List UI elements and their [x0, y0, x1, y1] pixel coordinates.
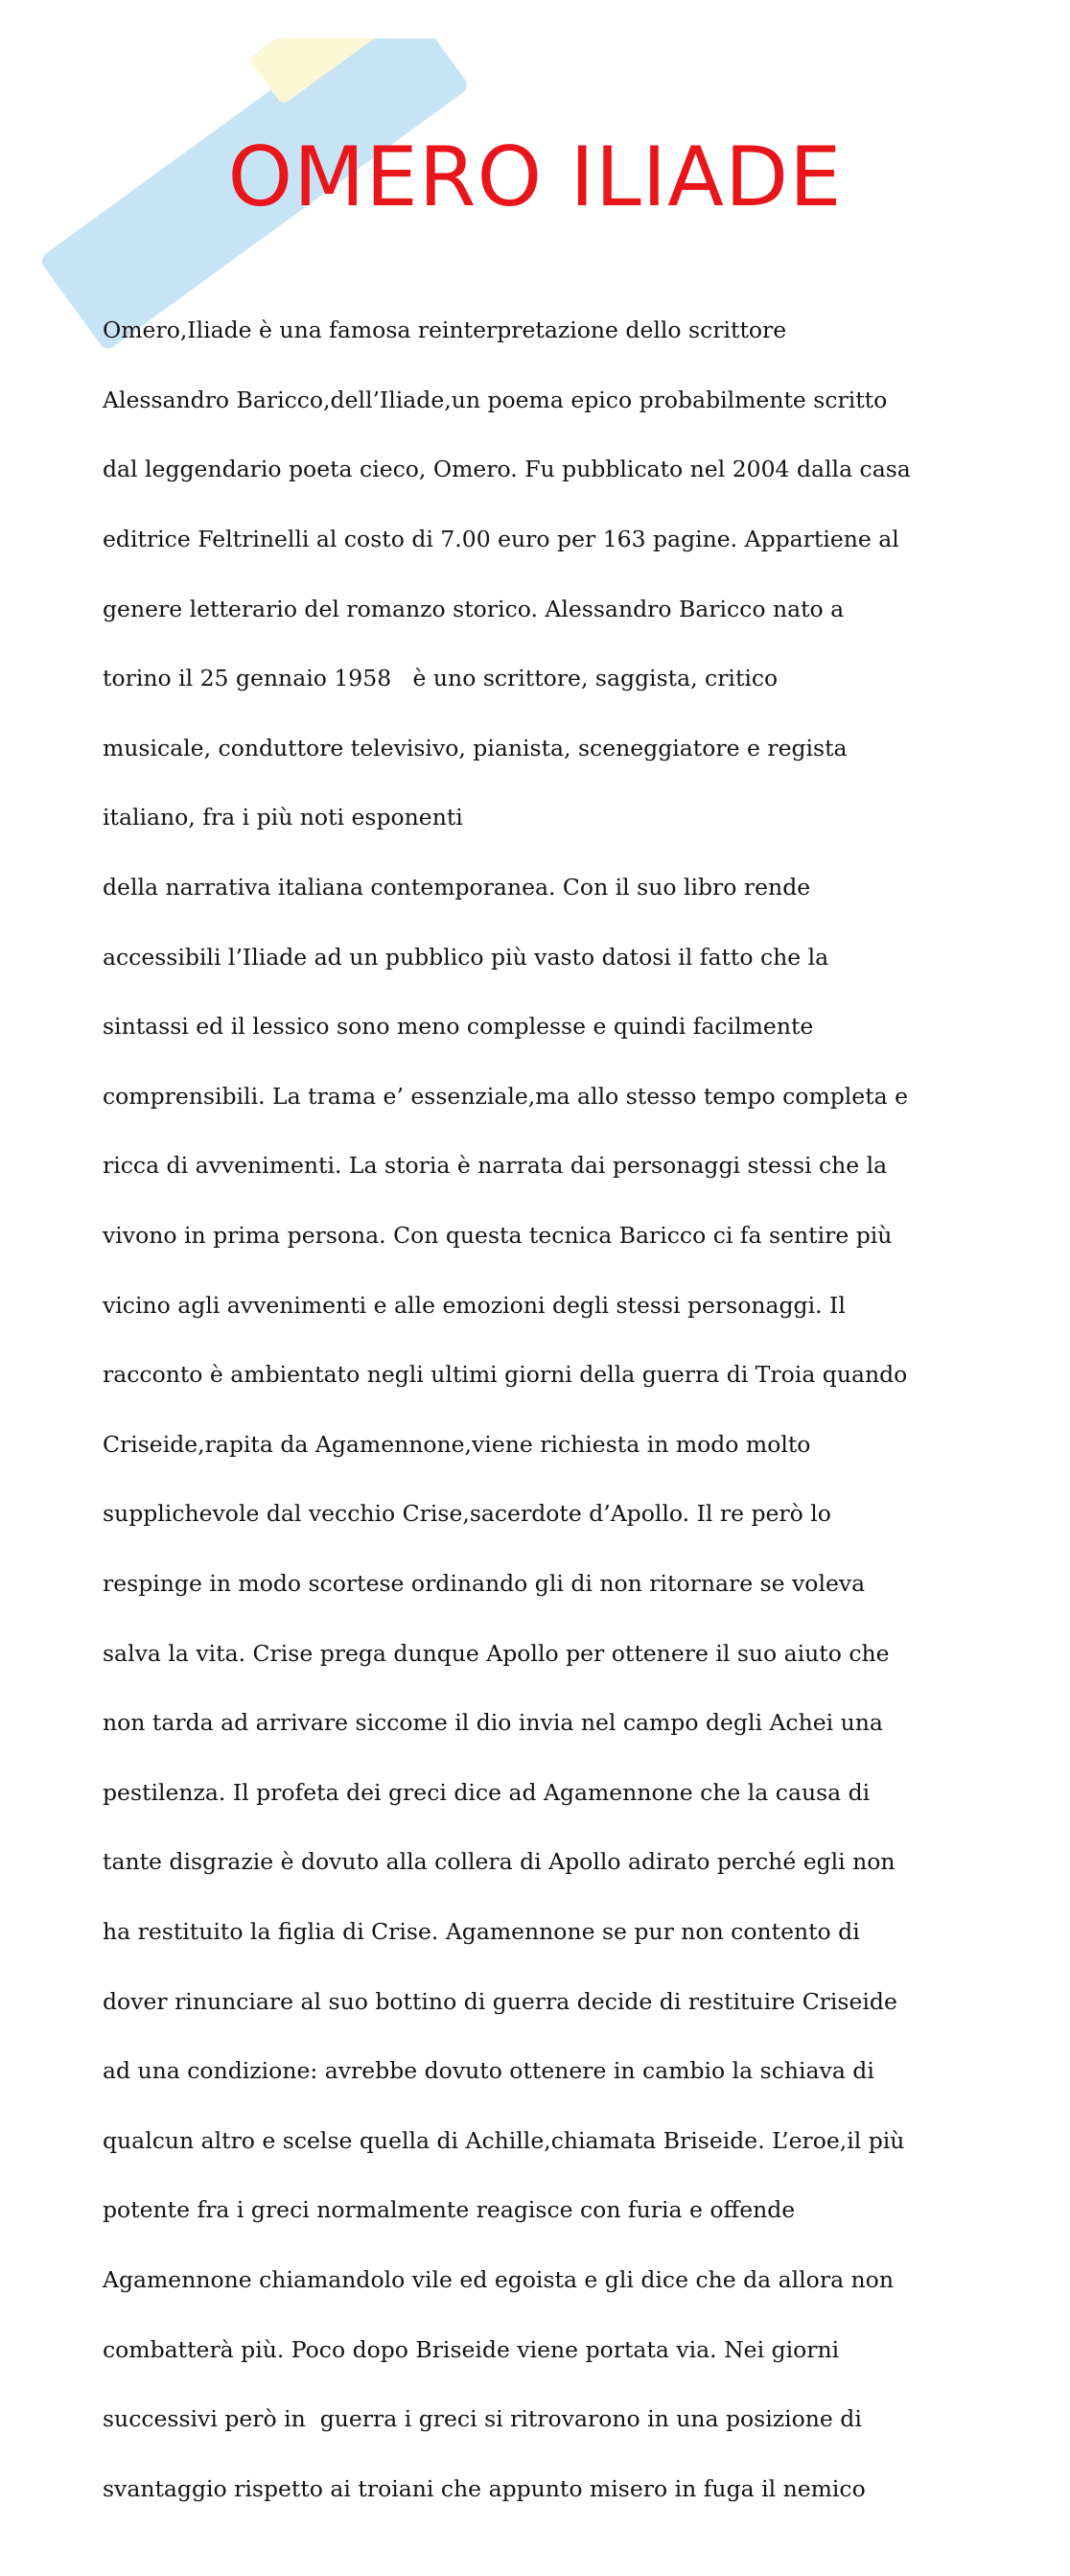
body-line: successivi però in guerra i greci si ritrovarono in una posizione di	[103, 2405, 862, 2433]
document-title: OMERO ILIADE	[227, 129, 843, 225]
body-line: vivono in prima persona. Con questa tecnica Baricco ci fa sentire più	[103, 1222, 893, 1250]
body-line: qualcun altro e scelse quella di Achille,chiamata Briseide. L’eroe,il più	[103, 2126, 905, 2154]
body-line: non tarda ad arrivare siccome il dio invia nel campo degli Achei una	[103, 1709, 883, 1737]
body-line: ricca di avvenimenti. La storia è narrata dai personaggi stessi che la	[103, 1152, 888, 1180]
body-line: supplichevole dal vecchio Crise,sacerdote d’Apollo. Il re però lo	[103, 1500, 831, 1528]
body-line: accessibili l’Iliade ad un pubblico più vasto datosi il fatto che la	[103, 943, 829, 971]
body-line: sintassi ed il lessico sono meno complesse e quindi facilmente	[103, 1013, 814, 1041]
body-line: comprensibili. La trama e’ essenziale,ma allo stesso tempo completa e	[103, 1082, 909, 1110]
body-line: Agamennone chiamandolo vile ed egoista e gli dice che da allora non	[103, 2265, 894, 2293]
body-line: torino il 25 gennaio 1958 è uno scrittore, saggista, critico	[103, 665, 779, 692]
body-line: Criseide,rapita da Agamennone,viene richiesta in modo molto	[103, 1430, 811, 1458]
body-line: dal leggendario poeta cieco, Omero. Fu pubblicato nel 2004 dalla casa	[103, 456, 911, 483]
body-line: tante disgrazie è dovuto alla collera di Apollo adirato perché egli non	[103, 1848, 896, 1876]
body-line: ha restituito la figlia di Crise. Agamennone se pur non contento di	[103, 1917, 860, 1945]
body-line: pestilenza. Il profeta dei greci dice ad Agamennone che la causa di	[103, 1778, 871, 1806]
body-line: salva la vita. Crise prega dunque Apollo per ottenere il suo aiuto che	[103, 1639, 890, 1667]
watermark-accent	[248, 38, 414, 105]
body-line: respinge in modo scortese ordinando gli di non ritornare se voleva	[103, 1569, 866, 1597]
body-line: dover rinunciare al suo bottino di guerra decide di restituire Criseide	[103, 1987, 897, 2015]
body-line: Alessandro Baricco,dell’Iliade,un poema epico probabilmente scritto	[103, 386, 888, 413]
body-line: editrice Feltrinelli al costo di 7.00 euro per 163 pagine. Appartiene al	[103, 526, 899, 553]
body-line: vicino agli avvenimenti e alle emozioni degli stessi personaggi. Il	[103, 1291, 846, 1319]
body-line: Omero,Iliade è una famosa reinterpretazione dello scrittore	[103, 316, 787, 344]
body-line: della narrativa italiana contemporanea. Con il suo libro rende	[103, 874, 811, 902]
body-line: combatterà più. Poco dopo Briseide viene portata via. Nei giorni	[103, 2335, 840, 2363]
body-line: svantaggio rispetto ai troiani che appunto misero in fuga il nemico	[103, 2474, 866, 2502]
document-body	[103, 278, 1023, 2576]
body-line: racconto è ambientato negli ultimi giorni della guerra di Troia quando	[103, 1361, 908, 1389]
body-line: ad una condizione: avrebbe dovuto ottenere in cambio la schiava di	[103, 2057, 874, 2085]
body-line: potente fra i greci normalmente reagisce con furia e offende	[103, 2196, 796, 2224]
body-line: musicale, conduttore televisivo, pianista, sceneggiatore e regista	[103, 734, 848, 761]
body-line: genere letterario del romanzo storico. Alessandro Baricco nato a	[103, 595, 845, 622]
body-line: italiano, fra i più noti esponenti	[103, 804, 463, 831]
